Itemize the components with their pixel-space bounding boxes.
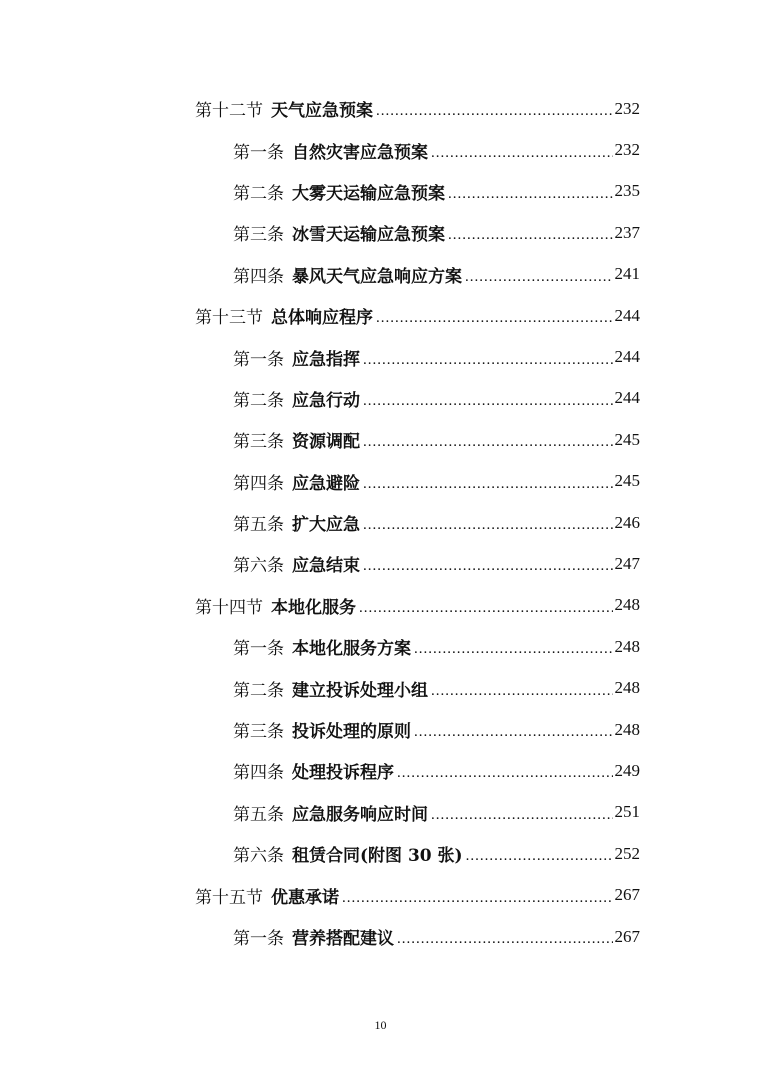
toc-page: 246 bbox=[614, 512, 640, 532]
toc-title: 应急服务响应时间 bbox=[292, 804, 428, 825]
toc-page: 267 bbox=[614, 885, 640, 905]
table-of-contents bbox=[0, 88, 761, 957]
toc-number: 第三条 bbox=[233, 722, 284, 743]
toc-entry bbox=[0, 254, 640, 295]
toc-number: 第五条 bbox=[233, 515, 284, 536]
toc-title: 建立投诉处理小组 bbox=[292, 680, 428, 701]
toc-title: 应急结束 bbox=[292, 556, 360, 577]
toc-number: 第一条 bbox=[233, 639, 284, 660]
toc-entry bbox=[0, 709, 640, 750]
toc-entry bbox=[0, 88, 640, 129]
toc-title: 天气应急预案 bbox=[271, 101, 373, 122]
toc-title: 应急指挥 bbox=[292, 349, 360, 370]
toc-entry bbox=[0, 502, 640, 543]
toc-title: 冰雪天运输应急预案 bbox=[292, 225, 445, 246]
toc-page: 244 bbox=[614, 347, 640, 367]
toc-page: 248 bbox=[614, 678, 640, 698]
toc-entry bbox=[0, 874, 640, 915]
toc-number: 第十二节 bbox=[195, 101, 263, 122]
toc-entry bbox=[0, 792, 640, 833]
toc-page: 244 bbox=[614, 388, 640, 408]
dot-leader bbox=[363, 476, 613, 493]
toc-page: 248 bbox=[614, 636, 640, 656]
toc-entry bbox=[0, 916, 640, 957]
toc-title: 租赁合同(附图 30 张) bbox=[292, 846, 463, 867]
toc-page: 251 bbox=[614, 802, 640, 822]
dot-leader bbox=[363, 517, 613, 534]
dot-leader bbox=[431, 145, 613, 162]
dot-leader bbox=[363, 558, 613, 575]
dot-leader bbox=[397, 765, 613, 782]
toc-number: 第二条 bbox=[233, 680, 284, 701]
toc-title: 总体响应程序 bbox=[271, 308, 373, 329]
toc-title: 资源调配 bbox=[292, 432, 360, 453]
toc-entry bbox=[0, 336, 640, 377]
toc-page: 249 bbox=[614, 760, 640, 780]
toc-page: 232 bbox=[614, 140, 640, 160]
toc-entry bbox=[0, 833, 640, 874]
toc-entry bbox=[0, 419, 640, 460]
toc-title: 处理投诉程序 bbox=[292, 763, 394, 784]
toc-page: 232 bbox=[614, 98, 640, 118]
toc-page: 247 bbox=[614, 553, 640, 573]
toc-page: 245 bbox=[614, 429, 640, 449]
dot-leader bbox=[376, 310, 613, 327]
toc-page: 248 bbox=[614, 595, 640, 615]
toc-number: 第三条 bbox=[233, 225, 284, 246]
toc-entry bbox=[0, 295, 640, 336]
dot-leader bbox=[431, 683, 613, 700]
toc-entry bbox=[0, 378, 640, 419]
toc-page: 241 bbox=[614, 264, 640, 284]
toc-title: 投诉处理的原则 bbox=[292, 722, 411, 743]
toc-page: 248 bbox=[614, 719, 640, 739]
toc-number: 第五条 bbox=[233, 804, 284, 825]
toc-number: 第十四节 bbox=[195, 597, 263, 618]
toc-entry bbox=[0, 750, 640, 791]
dot-leader bbox=[448, 186, 613, 203]
toc-number: 第二条 bbox=[233, 390, 284, 411]
toc-page: 245 bbox=[614, 471, 640, 491]
toc-entry bbox=[0, 171, 640, 212]
toc-number: 第三条 bbox=[233, 432, 284, 453]
dot-leader bbox=[342, 890, 613, 907]
toc-page: 237 bbox=[614, 222, 640, 242]
toc-title: 大雾天运输应急预案 bbox=[292, 183, 445, 204]
dot-leader bbox=[363, 393, 613, 410]
toc-number: 第六条 bbox=[233, 846, 284, 867]
toc-number: 第六条 bbox=[233, 556, 284, 577]
toc-page: 252 bbox=[614, 843, 640, 863]
toc-title: 本地化服务方案 bbox=[292, 639, 411, 660]
toc-entry bbox=[0, 585, 640, 626]
toc-title: 营养搭配建议 bbox=[292, 929, 394, 949]
dot-leader bbox=[359, 600, 613, 617]
toc-entry bbox=[0, 543, 640, 584]
toc-number: 第一条 bbox=[233, 929, 284, 949]
dot-leader bbox=[414, 724, 613, 741]
toc-number: 第四条 bbox=[233, 763, 284, 784]
toc-number: 第十三节 bbox=[195, 308, 263, 329]
dot-leader bbox=[363, 352, 613, 369]
toc-page: 267 bbox=[614, 926, 640, 946]
toc-entry bbox=[0, 129, 640, 170]
toc-page: 244 bbox=[614, 305, 640, 325]
toc-number: 第一条 bbox=[233, 142, 284, 163]
toc-title: 应急行动 bbox=[292, 390, 360, 411]
toc-number: 第四条 bbox=[233, 266, 284, 287]
dot-leader bbox=[466, 848, 613, 865]
toc-title: 优惠承诺 bbox=[271, 887, 339, 908]
dot-leader bbox=[465, 269, 613, 286]
toc-title: 本地化服务 bbox=[271, 597, 356, 618]
toc-number: 第十五节 bbox=[195, 887, 263, 908]
toc-title: 暴风天气应急响应方案 bbox=[292, 266, 462, 287]
toc-entry bbox=[0, 626, 640, 667]
dot-leader bbox=[376, 103, 613, 120]
toc-entry bbox=[0, 461, 640, 502]
toc-number: 第一条 bbox=[233, 349, 284, 370]
page-number: 10 bbox=[374, 1018, 387, 1032]
toc-number: 第二条 bbox=[233, 183, 284, 204]
dot-leader bbox=[448, 227, 613, 244]
dot-leader bbox=[363, 434, 613, 451]
toc-page: 235 bbox=[614, 181, 640, 201]
dot-leader bbox=[397, 931, 613, 948]
toc-entry bbox=[0, 667, 640, 708]
dot-leader bbox=[431, 807, 613, 824]
dot-leader bbox=[414, 641, 613, 658]
toc-title: 应急避险 bbox=[292, 473, 360, 494]
toc-title: 自然灾害应急预案 bbox=[292, 142, 428, 163]
toc-title: 扩大应急 bbox=[292, 515, 360, 536]
toc-entry bbox=[0, 212, 640, 253]
toc-number: 第四条 bbox=[233, 473, 284, 494]
